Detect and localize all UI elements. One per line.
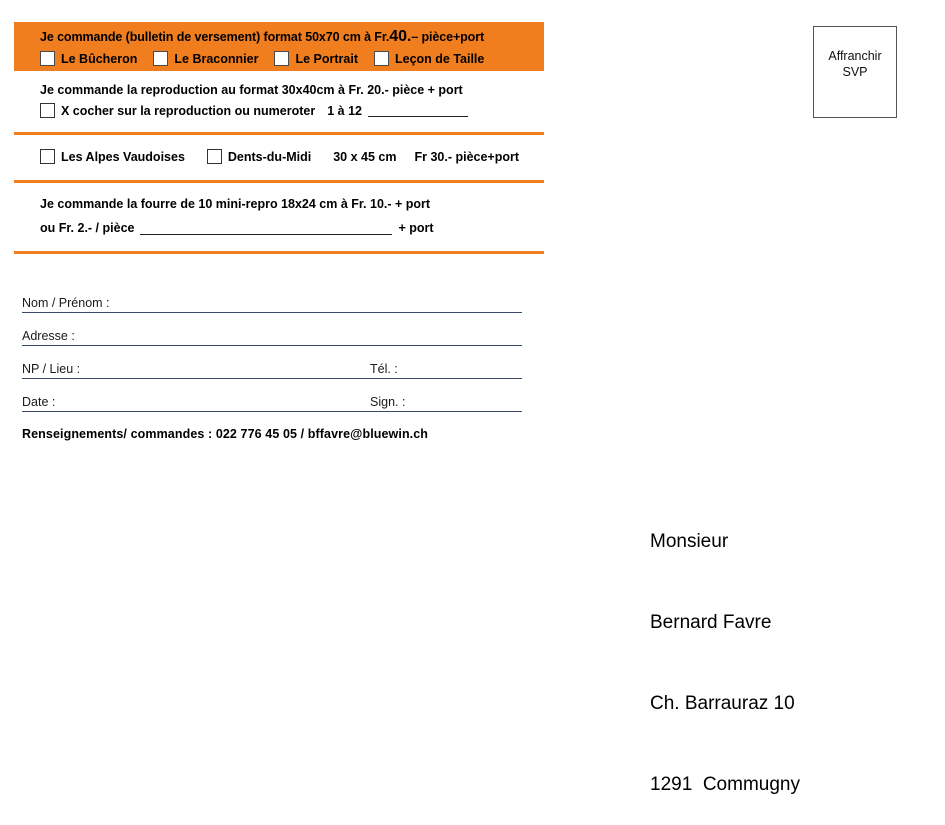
alpes-format: 30 x 45 cm — [333, 149, 397, 164]
checkbox-icon[interactable] — [207, 149, 222, 164]
repro-line-1: Je commande la reproduction au format 30x40cm à Fr. 20.- pièce + port — [40, 83, 463, 97]
section-fourre — [14, 183, 544, 247]
repro-line-2-text: X cocher sur la reproduction ou numeroter — [61, 103, 316, 118]
order-band-headline — [14, 28, 544, 46]
checkbox-icon[interactable] — [40, 149, 55, 164]
option-label: Le Braconnier — [174, 51, 259, 66]
order-band-headline-after: – pièce+port — [411, 30, 485, 44]
option-dents-du-midi: Dents-du-Midi — [227, 149, 312, 164]
field-label: Adresse : — [22, 329, 75, 343]
repro-range: 1 à 12 — [327, 103, 362, 118]
stamp-line-2: SVP — [842, 65, 868, 79]
order-form — [14, 22, 544, 254]
repro-number-input[interactable] — [368, 104, 468, 117]
fourre-line-1: Je commande la fourre de 10 mini-repro 18x24 cm à Fr. 10.- + port — [40, 197, 431, 211]
order-band-headline-before: Je commande (bulletin de versement) format 50x70 cm à Fr. — [40, 30, 390, 44]
option-le-bucheron[interactable] — [40, 51, 137, 66]
field-label-sign: Sign. : — [370, 395, 406, 409]
checkbox-icon[interactable] — [374, 51, 389, 66]
order-band-versement — [14, 22, 544, 71]
recipient-address — [650, 474, 800, 825]
fourre-line-2-after: + port — [398, 221, 434, 235]
option-label: Le Portrait — [295, 51, 358, 66]
option-le-braconnier[interactable] — [153, 51, 258, 66]
alpes-line — [14, 149, 544, 164]
recipient-line-3: Ch. Barrauraz 10 — [650, 693, 795, 714]
fourre-line-2-before: ou Fr. 2.- / pièce — [40, 221, 135, 235]
stamp-line-1: Affranchir — [828, 49, 882, 63]
field-row-adresse[interactable] — [22, 319, 522, 352]
field-label: Nom / Prénom : — [22, 296, 110, 310]
option-les-alpes-vaudoises: Les Alpes Vaudoises — [61, 149, 185, 164]
field-row-nom-prenom[interactable] — [22, 286, 522, 319]
alpes-price: Fr 30.- pièce+port — [414, 149, 520, 164]
stamp-text — [814, 48, 896, 80]
field-label: NP / Lieu : — [22, 362, 81, 376]
repro-line-2 — [14, 103, 544, 118]
order-band-options — [14, 51, 544, 66]
recipient-line-1: Monsieur — [650, 531, 729, 552]
field-row-date-sign[interactable] — [22, 385, 522, 418]
recipient-line-2: Bernard Favre — [650, 612, 772, 633]
option-label: Leçon de Taille — [394, 51, 485, 66]
order-band-headline-amount: 40. — [389, 28, 412, 45]
checkbox-icon[interactable] — [40, 103, 55, 118]
recipient-line-4: 1291 Commugny — [650, 774, 800, 795]
option-le-portrait[interactable] — [274, 51, 358, 66]
checkbox-icon[interactable] — [40, 51, 55, 66]
customer-fields — [22, 286, 522, 418]
field-underline[interactable] — [22, 312, 522, 313]
field-underline[interactable] — [22, 345, 522, 346]
section-reproduction — [14, 71, 544, 128]
option-lecon-de-taille[interactable] — [374, 51, 484, 66]
field-row-np-lieu-tel[interactable] — [22, 352, 522, 385]
field-label: Date : — [22, 395, 56, 409]
checkbox-icon[interactable] — [274, 51, 289, 66]
fourre-quantity-input[interactable] — [140, 222, 392, 235]
fourre-line-2 — [14, 221, 544, 235]
field-label-tel: Tél. : — [370, 362, 398, 376]
field-underline[interactable] — [22, 378, 522, 379]
stamp-box — [813, 26, 897, 118]
option-label: Le Bûcheron — [61, 51, 138, 66]
checkbox-icon[interactable] — [153, 51, 168, 66]
contact-info: Renseignements/ commandes : 022 776 45 05 / bffavre@bluewin.ch — [22, 427, 429, 441]
field-underline[interactable] — [22, 411, 522, 412]
divider-rule-3 — [14, 251, 544, 254]
section-alpes — [14, 135, 544, 176]
